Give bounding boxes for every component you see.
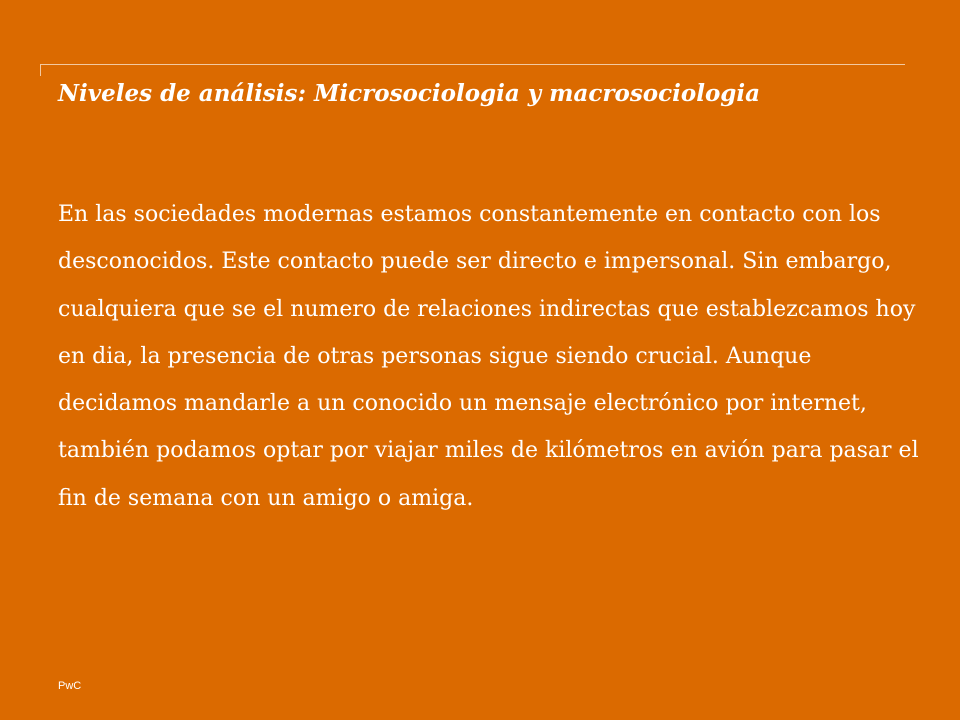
slide-title: Niveles de análisis: Microsociologia y macrosociologia bbox=[58, 80, 761, 107]
title-rule-horizontal bbox=[40, 64, 905, 65]
footer-brand: PwC bbox=[58, 680, 82, 692]
slide-body-text: En las sociedades modernas estamos constantemente en contacto con los desconocidos. Este contacto puede ser directo e impersonal. Sin embargo, cualquiera que se el numero de relaciones indirectas que establezcamos hoy en dia, la presencia de otras personas sigue siendo crucial. Aunque decidamos mandarle a un conocido un mensaje electrónico por internet, también podamos optar por viajar miles de kilómetros en avión para pasar el fin de semana con un amigo o amiga. bbox=[58, 202, 919, 511]
title-rule-vertical bbox=[40, 64, 41, 76]
